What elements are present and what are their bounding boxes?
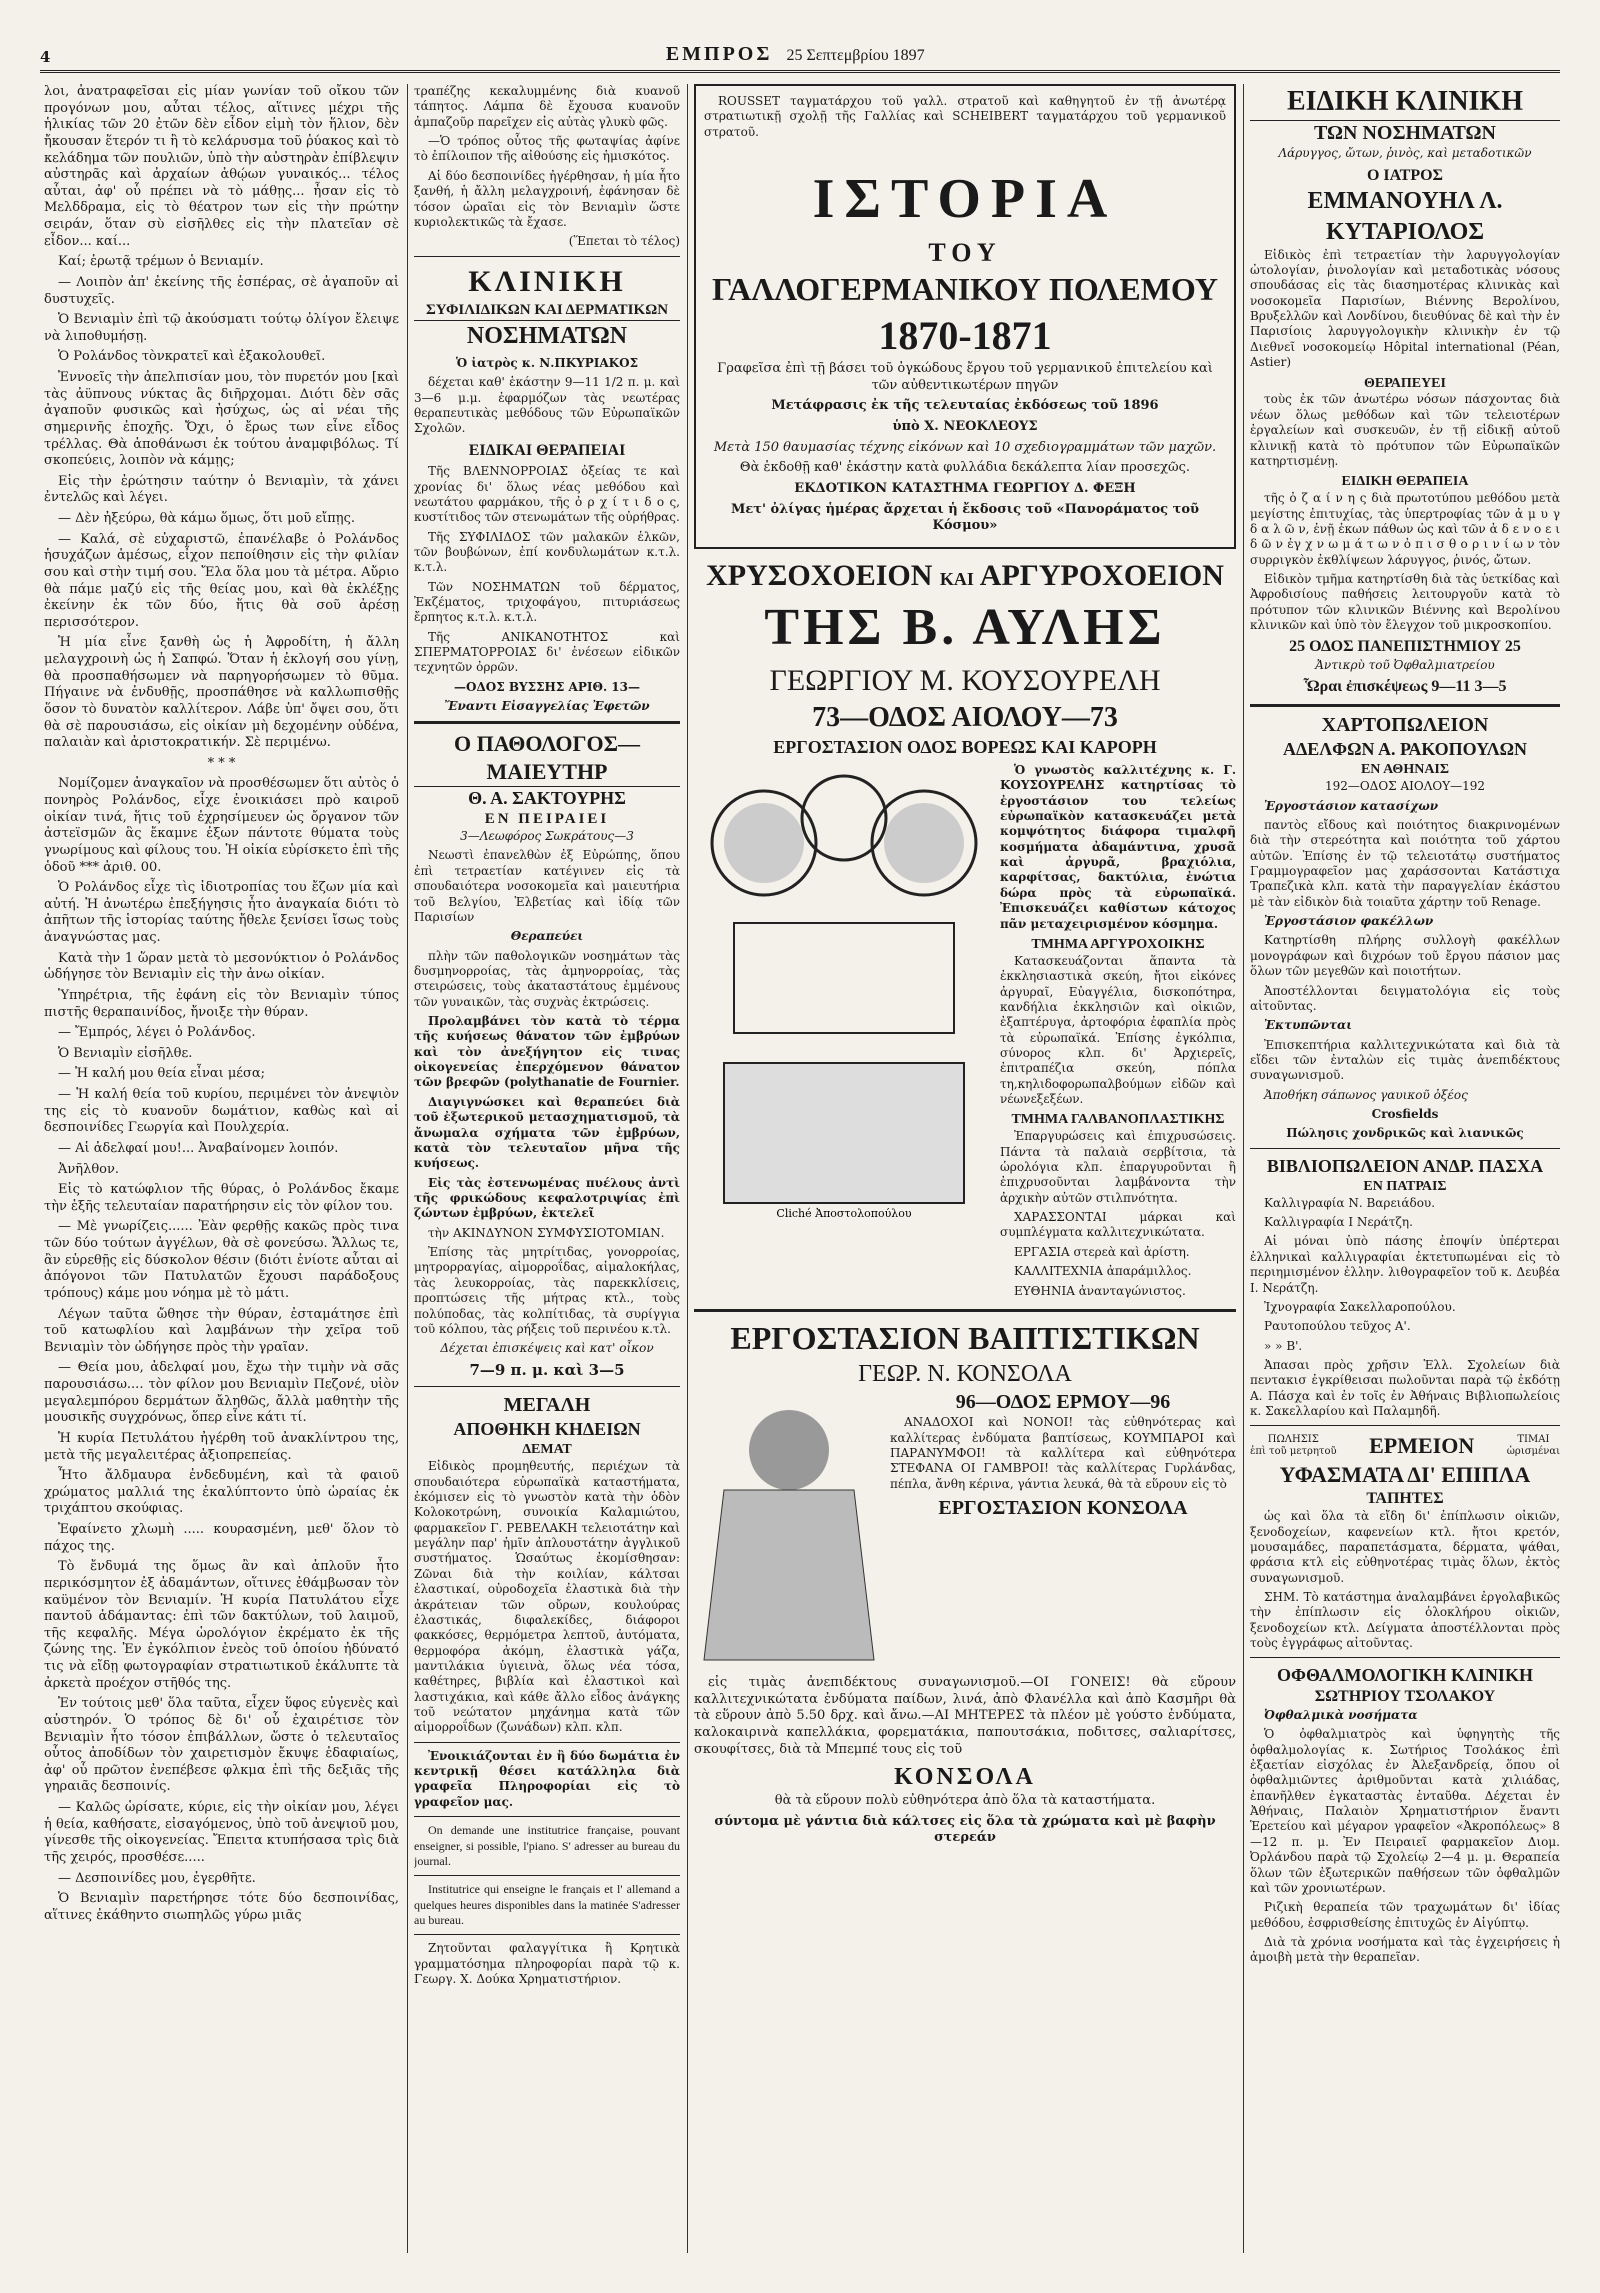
goldsmith-ad: ΧΡΥΣΟΧΟΕΙΟΝ ΚΑΙ ΑΡΓΥΡΟΧΟΕΙΟΝ ΤΗΣ Β. ΑΥΛΗΣ ΓΕΩΡΓΙΟΥ Μ. ΚΟΥΣΟΥΡΕΛΗ 73—ΟΔΟΣ ΑΙΟΛΟΥ—73 ΕΡΓΟΣΤΑΣΙΟΝ ΟΔΟΣ ΒΟΡΕΩΣ ΚΑΙ ΚΑΡΟΡΗ <box>706 558 1224 757</box>
pathologist-title: Ο ΠΑΘΟΛΟΓΟΣ—ΜΑΙΕΥΤΗΡ <box>414 730 680 787</box>
column-center-ads: ROUSSET ταγματάρχου τοῦ γαλλ. στρατοῦ καὶ καθηγητοῦ ἐν τῇ ἀνωτέρᾳ στρατιωτικῇ σχολῇ τῆς Γαλλίας καὶ SCHEIBERT ταγματάρχου τοῦ γερμανικοῦ στρατοῦ. ΙΣΤΟΡΙΑ ΤΟΥ ΓΑΛΛΟΓΕΡΜΑΝΙΚΟΥ ΠΟΛΕΜΟΥ 1870-1871 Γραφεῖσα ἐπὶ τῇ βάσει τοῦ ὀγκώδους ἔργου τοῦ γερμανικοῦ ἐπιτελείου καὶ τῶν αὐθεντικωτέρων πηγῶν Μετάφρασις ἐκ τῆς τελευταίας ἐκδόσεως τοῦ 1896 ὑπὸ Χ. ΝΕΟΚΛΕΟΥΣ Μετὰ 150 θαυμασίας τέχνης εἰκόνων καὶ 10 σχεδιογραμμάτων τῶν μαχῶν. Θὰ ἐκδοθῇ καθ' ἑκάστην κατὰ φυλλάδια δεκάλεπτα λίαν προσεχῶς. ΕΚΔΟΤΙΚΟΝ ΚΑΤΑΣΤΗΜΑ ΓΕΩΡΓΙΟΥ Δ. ΦΕΞΗ Μετ' ὀλίγας ἡμέρας ἄρχεται ἡ ἔκδοσις τοῦ «Πανοράματος τοῦ Κόσμου» ΧΡΥΣΟΧΟΕΙΟΝ ΚΑΙ ΑΡΓΥΡΟΧΟΕΙΟΝ ΤΗΣ Β. ΑΥΛΗΣ ΓΕΩΡΓΙΟΥ Μ. ΚΟΥΣΟΥΡΕΛΗ 73—ΟΔΟΣ ΑΙΟΛΟΥ—73 ΕΡΓΟΣΤΑΣΙΟΝ ΟΔΟΣ ΒΟΡΕΩΣ ΚΑΙ ΚΑΡΟΡΗ Cliché Ἀποστολοπούλου Ὁ γνωστὸς καλλιτέχνης κ. Γ. ΚΟΥΣΟΥΡΕΛΗΣ κατηρτίσας τὸ ἐργοστάσιον του τελείως εὐρωπαϊκὸν κατασκευάζει μετὰ κομψότητος διάφορα τιμαλφῆ κοσμήματα ἀδαμάντινα, χρυσᾶ καὶ ἀργυρᾶ, βραχιόλια, καρφίτσας, δακτύλια, ἐνώτια δώρα πρὸς τὰ εὐρωπαϊκά. Ἐπισκευάζει καθίστων κάτοχος πᾶν μεταχειρισμένον κόσμημα. ΤΜΗΜΑ ΑΡΓΥΡΟΧΟΙΚΗΣ Κατασκευάζονται ἅπαντα τὰ ἐκκλησιαστικὰ σκεύη, ἤτοι εἰκόνες ἀργυραῖ, Εὐαγγέλια, δισκοπότηρα, κανδήλια ἐκκλησιῶν καὶ οἰκιῶν, ἐξαπτέρυγα, ἀρτοφόρια ἐφαπλία πρὸς τὰ εὐρωπαϊκά. Ἐπίσης ἐγκόλπια, σύνορος κλπ. δι' Ἀρχιερεῖς, ἐπιτραπέζια σκεύη, πόπλα τη,κηλιδοφορωπαλβούμων εἰδῶν καὶ νέωνεξεξέων. ΤΜΗΜΑ ΓΑΛΒΑΝΟΠΛΑΣΤΙΚΗΣ Ἐπαργυρώσεις καὶ ἐπιχρυσώσεις. Πάντα τὰ παλαιὰ σερβίτσια, τὰ ὡρολόγια κλπ. ἐπαργυροῦνται ἢ ἐπιχρυσοῦνται λαμβάνοντα τὴν ἀρχικὴν αὐτῶν στιλπνότητα. ΧΑΡΑΣΣΟΝΤΑΙ μάρκαι καὶ συμπλέγματα καλλιτεχνικώτατα. ΕΡΓΑΣΙΑ στερεὰ καὶ ἀρίστη. ΚΑΛΛΙΤΕΧΝΙΑ ἀπαράμιλλος. ΕΥΘΗΝΙΑ ἀνανταγώνιστος. ΕΡΓΟΣΤΑΣΙΟΝ ΒΑΠΤΙΣΤΙΚΩΝ ΓΕΩΡ. Ν. ΚΟΝΣΟΛΑ 96—ΟΔΟΣ ΕΡΜΟΥ—96 ΑΝΑΔΟΧΟΙ καὶ ΝΟΝΟΙ! τὰς εὐθηνότερας καὶ καλλίτερας ἐνδύματα βαπτίσεως, ΚΟΥΜΠΑΡΟΙ καὶ ΠΑΡΑΝΥΜΦΟΙ! τὰ καλλίτερα καὶ εὐθηνότερα ΣΤΕΦΑΝΑ ΟΙ ΓΑΜΒΡΟΙ! τὰς καλλίτερας Γυρλάνδας, πέπλα, ἄνθη κέρινα, γάντια λευκά, θὰ τὰ εὕρουν εἰς τὸ ΕΡΓΟΣΤΑΣΙΟΝ ΚΟΝΣΟΛΑ εἰς τιμὰς ἀνεπιδέκτους συναγωνισμοῦ.—ΟΙ ΓΟΝΕΙΣ! θὰ εὕρουν καλλιτεχνικώτατα ἐνδύματα παίδων, λινά, ἀπὸ Φλανέλλα καὶ ἀπὸ Κασμῆρι θὰ τὰ εὕρουν ἀπὸ 5.50 δρχ. καὶ ἄνω.—ΑΙ ΜΗΤΕΡΕΣ τὰ πλέον μὲ γούστο ἐνδύματα, καλοκαιρινὰ καπελλάκια, φορεματάκια, παπουτσάκια, ποδιτσες, σαλιαρίτσες, σκουφίτσες, διὰ τὰ Μπεμπέ τους εἰς τοῦ ΚΟΝΣΟΛΑ θὰ τὰ εὕρουν πολὺ εὐθηνότερα ἀπὸ ὅλα τὰ καταστήματα. σύντομα μὲ γάντια διὰ κάλτσες εἰς ὅλα τὰ χρώματα καὶ μὲ βαφὴν στερεάν <box>694 84 1236 2254</box>
baptism-factory-ad: ΕΡΓΟΣΤΑΣΙΟΝ ΒΑΠΤΙΣΤΙΚΩΝ ΓΕΩΡ. Ν. ΚΟΝΣΟΛΑ 96—ΟΔΟΣ ΕΡΜΟΥ—96 ΑΝΑΔΟΧΟΙ καὶ ΝΟΝΟΙ! τὰς εὐθηνότερας καὶ καλλίτερας ἐνδύματα βαπτίσεως, ΚΟΥΜΠΑΡΟΙ καὶ ΠΑΡΑΝΥΜΦΟΙ! τὰ καλλίτερα καὶ εὐθηνότερα ΣΤΕΦΑΝΑ ΟΙ ΓΑΜΒΡΟΙ! τὰς καλλίτερας Γυρλάνδας, πέπλα, ἄνθη κέρινα, γάντια λευκά, θὰ τὰ εὕρουν εἰς τὸ ΕΡΓΟΣΤΑΣΙΟΝ ΚΟΝΣΟΛΑ εἰς τιμὰς ἀνεπιδέκτους συναγωνισμοῦ.—ΟΙ ΓΟΝΕΙΣ! θὰ εὕρουν καλλιτεχνικώτατα ἐνδύματα παίδων, λινά, ἀπὸ Φλανέλλα καὶ ἀπὸ Κασμῆρι θὰ τὰ εὕρουν ἀπὸ 5.50 δρχ. καὶ ἄνω.—ΑΙ ΜΗΤΕΡΕΣ τὰ πλέον μὲ γούστο ἐνδύματα, καλοκαιρινὰ καπελλάκια, φορεματάκια, παπουτσάκια, ποδιτσες, σαλιαρίτσες, σκουφίτσες, διὰ τὰ Μπεμπέ τους εἰς τοῦ ΚΟΝΣΟΛΑ θὰ τὰ εὕρουν πολὺ εὐθηνότερα ἀπὸ ὅλα τὰ καταστήματα. σύντομα μὲ γάντια διὰ κάλτσες εἰς ὅλα τὰ χρώματα καὶ μὲ βαφὴν στερεάν <box>694 1319 1236 1846</box>
cliche-caption: Cliché Ἀποστολοπούλου <box>776 1206 912 1220</box>
clinic-title: ΚΛΙΝΙΚΗ <box>468 264 626 298</box>
column-ads-left: τραπέζης κεκαλυμμένης διὰ κυανοῦ τάπητος. Λάμπα δὲ ἔχουσα κυανοῦν ἀμπαζοῦρ παρεῖχεν εἰς αὐτὰς γλυκὺ φῶς. —Ὁ τρόπος οὗτος τῆς φωταψίας ἀφίνε τὸ ἐπίλοιπον τῆς αἰθούσης εἰς ἡμισκότος. Αἱ δύο δεσποινίδες ἠγέρθησαν, ἡ μία ἦτο ξανθή, ἡ ἄλλη μελαγχροινή, ἐφάνησαν δὲ τόσον ὡραῖαι εἰς τὸν Βενιαμὶν ὥστε κυριολεκτικῶς τὰ ἔχασε. (Ἕπεται τὸ τέλος) ΚΛΙΝΙΚΗ ΣΥΦΙΛΙΔΙΚΩΝ ΚΑΙ ΔΕΡΜΑΤΙΚΩΝ ΝΟΣΗΜΑΤΩΝ Ὁ ἰατρὸς κ. Ν.ΠΚΥΡΙΑΚΟΣ δέχεται καθ' ἑκάστην 9—11 1/2 π. μ. καὶ 3—6 μ.μ. ἐφαρμόζων τὰς νεωτέρας θεραπευτικὰς μεθόδους τῶν Εὐρωπαϊκῶν Σχολῶν. ΕΙΔΙΚΑΙ ΘΕΡΑΠΕΙΑΙ Τῆς ΒΛΕΝΝΟΡΡΟΙΑΣ ὀξείας τε καὶ χρονίας δι' ὅλως νέας μεθόδου καὶ νεωτάτου φαρμάκου, τῆς ὀ ρ χ ί τ ι δ ο ς, κυστίτιδος τῶν στενωμάτων τῆς οὐρήθρας. Τῆς ΣΥΦΙΛΙΔΟΣ τῶν μαλακῶν ἑλκῶν, τῶν βουβώνων, ἐπί κονδυλωμάτων κ.τ.λ. κ.τ.λ. Τῶν ΝΟΣΗΜΑΤΩΝ τοῦ δέρματος, Ἐκζέματος, τριχοφάγου, πιτυριάσεως ἔρπητος κ.τ.λ. κ.τ.λ. Τῆς ΑΝΙΚΑΝΟΤΗΤΟΣ καὶ ΣΠΕΡΜΑΤΟΡΡΟΙΑΣ δι' ἐνέσεων εἰδικῶν τεχνητῶν ὀρρῶν. —ΟΔΟΣ ΒΥΣΣΗΣ ΑΡΙΘ. 13— Ἔναντι Εἰσαγγελίας Ἐφετῶν Ο ΠΑΘΟΛΟΓΟΣ—ΜΑΙΕΥΤΗΡ Θ. Α. ΣΑΚΤΟΥΡΗΣ ΕΝ ΠΕΙΡΑΙΕΙ 3—Λεωφόρος Σωκράτους—3 Νεωστὶ ἐπανελθὼν ἐξ Εὐρώπης, ὅπου ἐπὶ τετραετίαν κατέγινεν εἰς τὰ σπουδαιότερα νοσοκομεῖα καὶ μαιευτήρια τοῦ Βελγίου, Ἑλβετίας καὶ ἰδίᾳ τῶν Παρισίων Θεραπεύει πλὴν τῶν παθολογικῶν νοσημάτων τὰς δυσμηνορροίας, τὰς ἀμηνορροίας, τὰς στειρώσεις, τοὺς ἀκαταστάτους ἐμμένους τῶν γυναικῶν, τὰς συχνὰς ἐκτρώσεις. Προλαμβάνει τὸν κατὰ τὸ τέρμα τῆς κυήσεως θάνατον τῶν ἐμβρύων καὶ τὸν ἀνεξήγητον εἰς τινας οἰκογενείας ἐπερχόμενον θάνατον τῶν βρεφῶν (polythanatie de Fournier. Διαγιγνώσκει καὶ θεραπεύει διὰ τοῦ ἐξωτερικοῦ μετασχηματισμοῦ, τὰ ἄνωμαλα σχήματα τῶν ἐμβρύων, κατὰ τὸν τελευταῖον μῆνα τῆς κυήσεως. Εἰς τὰς ἐστενωμένας πυέλους ἀντὶ τῆς φρικώδους κεφαλοτριψίας ἐπὶ ζώντων ἐμβρύων, ἐκτελεῖ τὴν ΑΚΙΝΔΥΝΟΝ ΣΥΜΦΥΣΙΟΤΟΜΙΑΝ. Ἐπίσης τὰς μητρίτιδας, γονορροίας, μητρορραγίας, αἱμορροΐδας, αἱμαλοκήλας, τὰς λευκορροίας, τὰς παρεκκλίσεις, προπτώσεις τῆς μήτρας κτλ., τοὺς πολύποδας, τὰς κολπίτιδας, τὰ συρίγγια τοῦ κόλπου, τὰς ρήξεις τοῦ περινέου κ.τλ. Δέχεται ἐπισκέψεις καὶ κατ' οἶκον 7—9 π. μ. καὶ 3—5 ΜΕΓΑΛΗ ΑΠΟΘΗΚΗ ΚΗΔΕΙΩΝ ΔΕΜΑΤ Εἰδικὸς προμηθευτής, περιέχων τὰ σπουδαιότερα εὐρωπαϊκὰ καταστήματα, ἐκόμισεν εἰς τὸ γνωστὸν κατὰ τὴν ὁδὸν Κολοκοτρώνη, συνοικία Καλαμιώτου, φαρμακεῖον Γ. ΡΕΒΕΛΑΚΗ τελειοτάτην καὶ μεγάλην παρ' ἡμῖν ἀπλουστάτην ἀγγλικοῦ συστήματος. Ὡσαύτως ἐκομίσθησαν: Ζῶναι διὰ τὴν κοιλίαν, κάλτσαι ἐλαστικαί, οὐροδοχεῖα ἐλαστικὰ διὰ τὴν ἀκράτειαν τῶν οὔρων, κουλούρας ἐλαστικάς, διφαλεκίδες, διάφοροι φακκόσες, θερμόμετρα λεπτοῦ, ἀυτόματα, θερμοφόρα ἀκόμη, ἐλαστικὰ γάζα, μαντιλάκια ὑγιεινὰ, ὅλως νέα τόσα, καθέτηρες, βιβλία καὶ ἐλαστικοὶ καὶ λαστιχάκια, καὶ κάθε ἄλλο εἶδος ἀνάγκης τοῦ νεώτατον μηχάνημα κατὰ τῶν αἱμορροΐδων (ζωνάδων) κλπ. κλπ. Ἐνοικιάζονται ἐν ἢ δύο δωμάτια ἐν κεντρικῇ θέσει κατάλληλα διὰ γραφεῖα Πληροφορίαι εἰς τὸ γραφεῖον μας. On demande une institutrice française, pouvant enseigner, si possible, l'piano. S' adresser au bureau du journal. Institutrice qui enseigne le français et l' allemand a quelques heures disponibles dans la matinée S'adresser au bureau. Ζητοῦνται φαλαγγίτικα ἢ Κρητικὰ γραμματόσημα πληροφορίαι παρὰ τῷ κ. Γεωργ. Χ. Δούκα Χρηματιστήριον. <box>414 84 680 1987</box>
bride-illustration <box>694 1390 884 1670</box>
ent-clinic-title: ΕΙΔΙΚΗ ΚΛΙΝΙΚΗ <box>1250 84 1560 121</box>
section-stars: * * * <box>207 755 236 771</box>
page-header <box>40 38 1560 73</box>
masthead: ΕΜΠΡΟΣ 25 Σεπτεμβρίου 1897 <box>665 43 925 65</box>
history-book-ad: ROUSSET ταγματάρχου τοῦ γαλλ. στρατοῦ καὶ καθηγητοῦ ἐν τῇ ἀνωτέρᾳ στρατιωτικῇ σχολῇ τῆς Γαλλίας καὶ SCHEIBERT ταγματάρχου τοῦ γερμανικοῦ στρατοῦ. ΙΣΤΟΡΙΑ ΤΟΥ ΓΑΛΛΟΓΕΡΜΑΝΙΚΟΥ ΠΟΛΕΜΟΥ 1870-1871 Γραφεῖσα ἐπὶ τῇ βάσει τοῦ ὀγκώδους ἔργου τοῦ γερμανικοῦ ἐπιτελείου καὶ τῶν αὐθεντικωτέρων πηγῶν Μετάφρασις ἐκ τῆς τελευταίας ἐκδόσεως τοῦ 1896 ὑπὸ Χ. ΝΕΟΚΛΕΟΥΣ Μετὰ 150 θαυμασίας τέχνης εἰκόνων καὶ 10 σχεδιογραμμάτων τῶν μαχῶν. Θὰ ἐκδοθῇ καθ' ἑκάστην κατὰ φυλλάδια δεκάλεπτα λίαν προσεχῶς. ΕΚΔΟΤΙΚΟΝ ΚΑΤΑΣΤΗΜΑ ΓΕΩΡΓΙΟΥ Δ. ΦΕΞΗ Μετ' ὀλίγας ἡμέρας ἄρχεται ἡ ἔκδοσις τοῦ «Πανοράματος τοῦ Κόσμου» <box>694 84 1236 549</box>
column-right-ads: ΕΙΔΙΚΗ ΚΛΙΝΙΚΗ ΤΩΝ ΝΟΣΗΜΑΤΩΝ Λάρυγγος, ὤτων, ῥινὸς, καὶ μεταδοτικῶν Ο ΙΑΤΡΟΣ ΕΜΜΑΝΟΥΗΛ Λ. ΚΥΤΑΡΙΟΛΟΣ Εἰδικὸς ἐπὶ τετραετίαν τὴν λαρυγγολογίαν ὠτολογίαν, ῥινολογίαν καὶ μεταδοτικὰς νόσους σπουδάσας εἰς τὰς διασημοτέρας κλινικὰς καὶ νοσοκομεῖα Παρισίων, Βιέννης Βερολίνου, Βρυξελλῶν καὶ Λονδίνου, διευθύνας δὲ καὶ τὴν ἐν Παρισίοις λαρυγγολογικὴν κλινικὴν ἐν τῷ Διεθνεῖ νοσοκομείῳ Hôpital international (Péan, Astier) ΘΕΡΑΠΕΥΕΙ τοὺς ἐκ τῶν ἀνωτέρω νόσων πάσχοντας διὰ νέων ὅλως μεθόδων καὶ τῶν τελειοτέρων ἐργαλείων καὶ συσκευῶν, ἐν τῇ εἰδικῇ αὐτοῦ κλινικῇ κατὰ τὸ πρότυπον τῶν Εὐρωπαϊκῶν κατηρτισμένῃ. ΕΙΔΙΚΗ ΘΕΡΑΠΕΙΑ τῆς ὀ ζ α ί ν η ς διὰ πρωτοτύπου μεθόδου μετὰ μεγίστης ἐπιτυχίας, τὰς ὑπερτροφίας τῶν ἀ μ υ γ δ α λ ῶ ν, ἐνῇ ἐκων πάθων ὡς καὶ τῶν ἀ δ ε ν ο ε ι δ ῶ ν ἐγ χ ν ω μ ά τ ω ν ὀ π ι σ θ ο ρ ι ν ί ω ν τὸν συρριγκὸν ἐκθλίψεων λάρυγγος, ῥινός, ὤτων. Εἰδικὸν τμῆμα κατηρτίσθη διὰ τὰς ὑετκίδας καὶ Ἀφροδισίους παθήσεις λειτουργοῦν κατὰ τὸ πρότυπον τῶν κλινικῶν Βιέννης καὶ Βερολίνου κλινικῶν καὶ ὑπὸ τὸν ἔλεγχον τοῦ μικροσκοπίου. 25 ΟΔΟΣ ΠΑΝΕΠΙΣΤΗΜΙΟΥ 25 Ἀντικρὺ τοῦ Ὀφθαλμιατρείου Ὧραι ἐπισκέψεως 9—11 3—5 ΧΑΡΤΟΠΩΛΕΙΟΝ ΑΔΕΛΦΩΝ Α. ΡΑΚΟΠΟΥΛΩΝ ΕΝ ΑΘΗΝΑΙΣ 192—ΟΔΟΣ ΑΙΟΛΟΥ—192 Ἐργοστάσιον κατασίχων παντὸς εἴδους καὶ ποιότητος διακρινομένων διὰ τὴν στερεότητα καὶ ποιότητα τοῦ χάρτου αὐτῶν. Ἐπίσης ἐν τῷ τελειοτάτῳ συστήματος Γραμμογραφεῖον μας χαράσσονται Κατάστιχα Τραπεζικὰ κλπ. κατὰ τὴν παραγγελίαν ἐκάστου μὲ τὰν εἰδικὸν διὰ τοιαῦτα χάρτην τοῦ Renage. Ἐργοστάσιον φακέλλων Κατηρτίσθη πλήρης συλλογὴ φακέλλων μονογράφων καὶ διχρόων τοῦ ἔργου πάσιον μας ὅλων τῶν μεγεθῶν καὶ ποιοτήτων. Ἀποστέλλονται δειγματολόγια εἰς τοὺς αἰτοῦντας. Ἐκτυπῶνται Ἐπισκεπτήρια καλλιτεχνικώτατα καὶ διὰ τὰ εἴδει τῶν ἐνταλὼν εἰς τιμὰς ἀνεπιδέκτους συναγωνισμοῦ. Ἀποθήκη σάπωνος γαυικοῦ ὀξέος Crosfields Πώλησις χονδρικῶς καὶ λιανικῶς ΒΙΒΛΙΟΠΩΛΕΙΟΝ ΑΝΔΡ. ΠΑΣΧΑ ΕΝ ΠΑΤΡΑΙΣ Καλλιγραφία Ν. Βαρειάδου. Καλλιγραφία Ι Νεράτζη. Αἱ μόναι ὑπὸ πάσης ἐποψίν ὑπέρτεραι ἐλληνικαὶ καλλιγραφίαι ἐκτετυπωμέναι εἰς τὸ περιημισμένον ἐλλην. λιθογραφεῖον τοῦ κ. Δευβέα Ι. Νεράτζη. Ἰχνογραφία Σακελλαροπούλου. Ραυτοπούλου τεῦχος Α'. » » Β'. Ἀπασαι πρὸς χρῆσιν Ἑλλ. Σχολείων διὰ πεντακισ ἐγκρίθεισαι πωλοῦνται παρὰ τῷ ἐκδότῃ Α. Πάσχα καὶ ἐν τοῖς ἐν Ἀθήναις Βιβλιοπωλείοις κ. Σακελλαρίου καὶ Παλαμηδῆ. ΠΩΛΗΣΙΣ ἐπὶ τοῦ μετρητοῦ ΕΡΜΕΙΟΝ ΤΙΜΑΙ ὡρισμέναι ΥΦΑΣΜΑΤΑ ΔΙ' ΕΠΙΠΛΑ ΤΑΠΗΤΕΣ ὡς καὶ ὅλα τὰ εἴδη δι' ἐπίπλωσιν οἰκιῶν, ξενοδοχείων, καφενείων κτλ. ἤτοι κρετόν, μουσαμάδες, παραπετάσματα, δέρματα, ψάθαι, φράσια κτλ εἰς εὐθηνοτέρας τιμὰς ὅλων, ἐκτὸς συναγωνισμοῦ. ΣΗΜ. Τὸ κατάστημα ἀναλαμβάνει ἐργολαβικῶς τὴν ἐπίπλωσιν εἰς ὁλοκλήρου οἰκιῶν, ξενοδοχείων κτλ. Δείγματα ἀποστέλλονται πρὸς τοὺς ἐγγράφως αἰτοῦντας. ΟΦΘΑΛΜΟΛΟΓΙΚΗ ΚΛΙΝΙΚΗ ΣΩΤΗΡΙΟΥ ΤΣΟΛΑΚΟΥ Ὀφθαλμικὰ νοσήματα Ὁ ὀφθαλμιατρὸς καὶ ὑφηγητὴς τῆς ὀφθαλμολογίας κ. Σωτήριος Τσολάκος ἐπὶ ἐξαετίαν εἰσχόλας ἐν Ἀλεξανδρείᾳ, ὅπου οἱ ὀφθαλμιῶντες ἀριθμοῦνται κατὰ χιλιάδας, ἐπανῆλθεν ἐγκαταστὰς ἐνταῦθα. Δέχεται ἐν Ἀθήναις, Παλαιὸν Χρηματιστήριον ἔναντι Ἑρετείου καὶ μέγαρον γραφεῖον «Ἀκροπόλεως» 8—12 π. μ. Ἐν Πειραιεῖ φαρμακεῖον Διομ. Ὀρλάνδου παρὰ τῷ Σχολείῳ 2—4 μ. μ. Θεραπεία ὅλων τῶν ἐξωτερικῶν παθήσεων τῶν ὀφθαλμῶν καὶ τῶν χρονιωτέρων. Ριζικὴ θεραπεία τῶν τραχωμάτων δι' ἰδίας μεθόδου, ἐσφρισθείσης ἐπιτυχῶς ἐν Αἰγύπτῳ. Διὰ τὰ χρόνια νοσήματα καὶ τὰς ἐγχειρήσεις ἡ ἀμοιβὴ μετὰ τὴν θεραπεῖαν. <box>1250 86 1560 1965</box>
page-number: 4 <box>40 48 51 66</box>
issue-date: 25 Σεπτεμβρίου 1897 <box>786 47 925 64</box>
serial-story: λοι, ἀνατραφεῖσαι εἰς μίαν γωνίαν τοῦ οἴκου τῶν προγόνων μου, αὗται τέλος, αἵτινες μέχρι τῆς ἡλικίας τῶν 20 ἐτῶν δὲν εἶδον εἰμὴ τὸν ἥλιον, δὲν ἤκουσαν ἕτερόν τι ἢ τὸ κελάρυσμα τοῦ ῥύακος καὶ τὸ κελάδημα τῶν πουλιῶν, ὑπὸ τὴν αὐστηρὰν ἐπίβλεψιν αὐστηρᾶς καὶ ἀρχαίων ἀθῴων γυναικός... τέλος αὗται, ἀφ' οὗ πρέπει νὰ τὸ μάθῃς... ἦσαν εἰς τὸ Μελδδραμα, εἰς τὸ θέατρον των εἰς τὴν πρώτην σειράν, ὅταν σὺ εἰσῆλθες εἰς τὴν πλατεῖαν σὲ εἶδον... καί... Καί; ἐρωτᾷ τρέμων ὁ Βενιαμίν. — Λοιπὸν ἀπ' ἐκείνης τῆς ἑσπέρας, σὲ ἀγαποῦν αἱ δυστυχεῖς. Ὁ Βενιαμὶν ἐπὶ τῷ ἀκούσματι τούτῳ ὀλίγον ἔλειψε νὰ λιποθυμήσῃ. Ὁ Ρολάνδος τὸνκρατεῖ καὶ ἐξακολουθεῖ. Ἐννοεῖς τὴν ἀπελπισίαν μου, τὸν πυρετόν μου [καὶ τὰς ἀϋπνους νύκτας ἃς διῆρχομαι. Διότι δὲν σᾶς ἀγαποῦν φυσικῶς καὶ ἠσύχως, ὡς αἱ νέαι τῆς σημερινῆς ἐποχῆς. Ὄχι, ὁ ἔρως των εἶνε εἶδος τρέλλας. Θὰ ἀποθάνωσι ἐκ τούτου ἀναμφιβόλως. Τί σκοπεύεις, λοιπὸν νὰ κάμῃς; Εἰς τὴν ἐρώτησιν ταύτην ὁ Βενιαμὶν, τὰ χάνει ἐντελῶς καὶ λέγει. — Δὲν ἠξεύρω, θὰ κάμω ὅμως, ὅτι μοῦ εἴπῃς. — Καλά, σὲ εὐχαριστῶ, ἐπανέλαβε ὁ Ρολάνδος ἡσυχάζων ἀμέσως, εἶχον πεποίθησιν εἰς τὴν φιλίαν σου καὶ στὴν τιμή σου. Ἔλα ὅλα μου τὰ μέτρα. Αὔριο θὰ πάμε μαζύ εἰς τῆς θείας μου, καὶ θὰ ἐκλέξῃς ἐκείνην ἐκ τῶν δύο, ἥτις θὰ σοῦ ἀρέσῃ περισσότερον. Ἡ μία εἶνε ξανθὴ ὡς ἡ Ἀφροδίτη, ἡ ἄλλη μελαγχροινὴ ὡς ἡ Σαπφώ. Ὅταν ἡ ἐκλογή σου γίνῃ, θὰ προσπαθήσωμεν νὰ παρηγορήσωμεν τὸ θῦμα. Πήγαινε νὰ ἐνδυθῇς, προσπάθησε νὰ καλλωπισθῇς ὅσον τὸ δυνατὸν καλλίτερον. Λάβε ὑπ' ὄψει σου, ὅτι θὰ σὲ παρουσιάσω, εἰς οἰκίαν μὴ δεχομένην οὐδένα, παλαιὰν καὶ ἀριστοκρατικήν. Σὲ περιμένω. * * * Νομίζομεν ἀναγκαῖον νὰ προσθέσωμεν ὅτι αὐτὸς ὁ πονηρὸς Ρολάνδος, εἶχε ἐνοικιάσει πρὸ καιροῦ οἰκίαν τινά, ἥτις τοῦ ἐχρησίμευεν ὡς ὄργανον τῶν ἀστεϊσμῶν ἃς ἔκαμνε ἐξων πάντοτε θύματα τοὺς γνωρίμους καὶ φίλους του. Ἡ οἰκία εὑρίσκετο ἐπὶ τῆς ὁδοῦ *** ἀριθ. 00. Ὁ Ρολάνδος εἶχε τὶς ἰδιοτροπίας του ἔζων μία καὶ αὐτή. Ἡ ἀνωτέρω ἐπεξήγησις ἦτο ἀναγκαία διότι τὸ ἀπῆτων τῆς ἱστορίας ταύτης ἤθελε ξενίσει ἴσως τοὺς ἀναγνώστας μας. Κατὰ τὴν 1 ὥραν μετὰ τὸ μεσονύκτιον ὁ Ρολάνδος ὡδήγησε τὸν Βενιαμὶν εἰς τὴν ἀνω οἰκίαν. Ὑπηρέτρια, τῆς ἐφάνη εἰς τὸν Βενιαμὶν τύπος πιστῆς θεραπαινίδος, ἤνοιξε τὴν θύραν. — Ἔμπρός, λέγει ὁ Ρολάνδος. Ὁ Βενιαμὶν εἰσῆλθε. — Ἡ καλή μου θεία εἶναι μέσα; — Ἡ καλή θεία τοῦ κυρίου, περιμένει τὸν ἀνεψιὸν της εἰς τὸ κυανοῦν δωμάτιον, καθὼς καὶ αἱ δεσποινίδες Γεωργία καὶ Πουλχερία. — Αἱ ἀδελφαί μου!... Ἀναβαίνομεν λοιπόν. Ἀνῆλθον. Εἰς τὸ κατώφλιον τῆς θύρας, ὁ Ρολάνδος ἔκαμε τὴν ἑξῆς τελευταίαν παρατήρησιν εἰς τὸν φίλον του. — Μὲ γνωρίζεις...... Ἐὰν φερθῇς κακῶς πρὸς τινα τῶν δύο τούτων ἀγγέλων, θὰ σὲ φονεύσω. Ἄλλως τε, ἂν εὑρεθῇς εἰς δύσκολον θέσιν (διότι ἐνίοτε αὗται αἱ ἀπόγονοι τῶν Πατυλατῶν ἔχουσι παράδοξους τρόπους) κάμε μου νόημα μὲ τὸ μάτι. Λέγων ταῦτα ὤθησε τὴν θύραν, ἐσταμάτησε ἐπὶ τοῦ κατωφλίου καὶ λαμβάνων τὴν χεῖρα τοῦ Βενιαμὶν τὸν ὡδήγησε πρὸς τὴν γραῖαν. — Θεία μου, ἀδελφαί μου, ἔχω τὴν τιμὴν νὰ σᾶς παρουσιάσω.... τὸν φίλον μου Βενιαμὶν Πεζονέ, υἱὸν μεγαλεμπόρου δερμάτων ἄληθῶς, ἄλλὰ μαθητὴν τῆς μουσικῆς συγχρόνως, ὅπερ εἶνε κάτι τί. Ἡ κυρία Πετυλάτου ἠγέρθη τοῦ ἀνακλίντρου της, μετὰ τῆς μεγαλειτέρας ἀξιοπρεπείας. Ἦτο ἄλδμαυρα ἐνδεδυμένη, καὶ τὰ φαιοῦ χρώματος μαλλιά της ἐκαλύπτοντο ὑπὸ ὡραίας ἐκ τριχάπτου σκούφιας. Ἐφαίνετο χλωμὴ ..... κουρασμένη, μεθ' ὅλον τὸ πάχος της. Τὸ ἔνδυμά της ὅμως ἂν καὶ ἁπλοῦν ἦτο περικόσμητον ἐξ ἀδαμάντων, οἵτινες ἐθάμβωσαν τὸν καϋμένον τὸν Βενιαμίν. Ἡ κυρία Πατυλάτου εἶχε παντοῦ ἀδάμαντας: ἐπὶ τῶν δακτύλων, τοῦ λαιμοῦ, τῆς κεφαλῆς. Μέγα ὡρολόγιον ἐκρέματο ἐκ τῆς ζώνης της. Ἐν ἐγκόλπιον ἐνεὸς τοῦ ὁποίου ἠδύνατό τις νὰ εἴδῃ φωτογραφίαν στρατιωτικοῦ ἐκάλυπτε τὰ ἀρκετὰ προέχον στῆθός της. Ἐν τούτοις μεθ' ὅλα ταῦτα, εἶχεν ὕφος εὐγενὲς καὶ αὐστηρόν. Ὁ τρόπος δὲ δι' οὗ ἐχαιρέτισε τὸν Βενιαμὶν ἦτο τόσον ἐπιβάλλων, ὥστε ὁ τελευταῖος οὗτος ἀποδίδων τὸν χαιρετισμὸν ἔκυψε ἐδαφιαίως, ἀφ' οὗ πρῶτον ἐνεπέβεσε φλκμα ἐπὶ τῆς δεξιᾶς τῆς γηραιᾶς δεσποινίς. — Καλῶς ὡρίσατε, κύριε, εἰς τὴν οἰκίαν μου, λέγει ἡ θεία, καθήσατε, εἰσαγόμενος, ὑπὸ τοῦ ἀνεψιοῦ μου, γίνεσθε τῆς οἰκογενείας. Ἔπειτα κτυπήσασα τρὶς διὰ τῆς χειρός, προσθέσε..... — Δεσποινίδες μου, ἐγερθῆτε. Ὁ Βενιαμὶν παρετήρησε τότε δύο δεσποινίδας, αἵτινες ἐκάθηντο σιωπηλῶς γύρω μιᾶς <box>44 84 399 1923</box>
coins-engraving <box>694 763 994 1223</box>
